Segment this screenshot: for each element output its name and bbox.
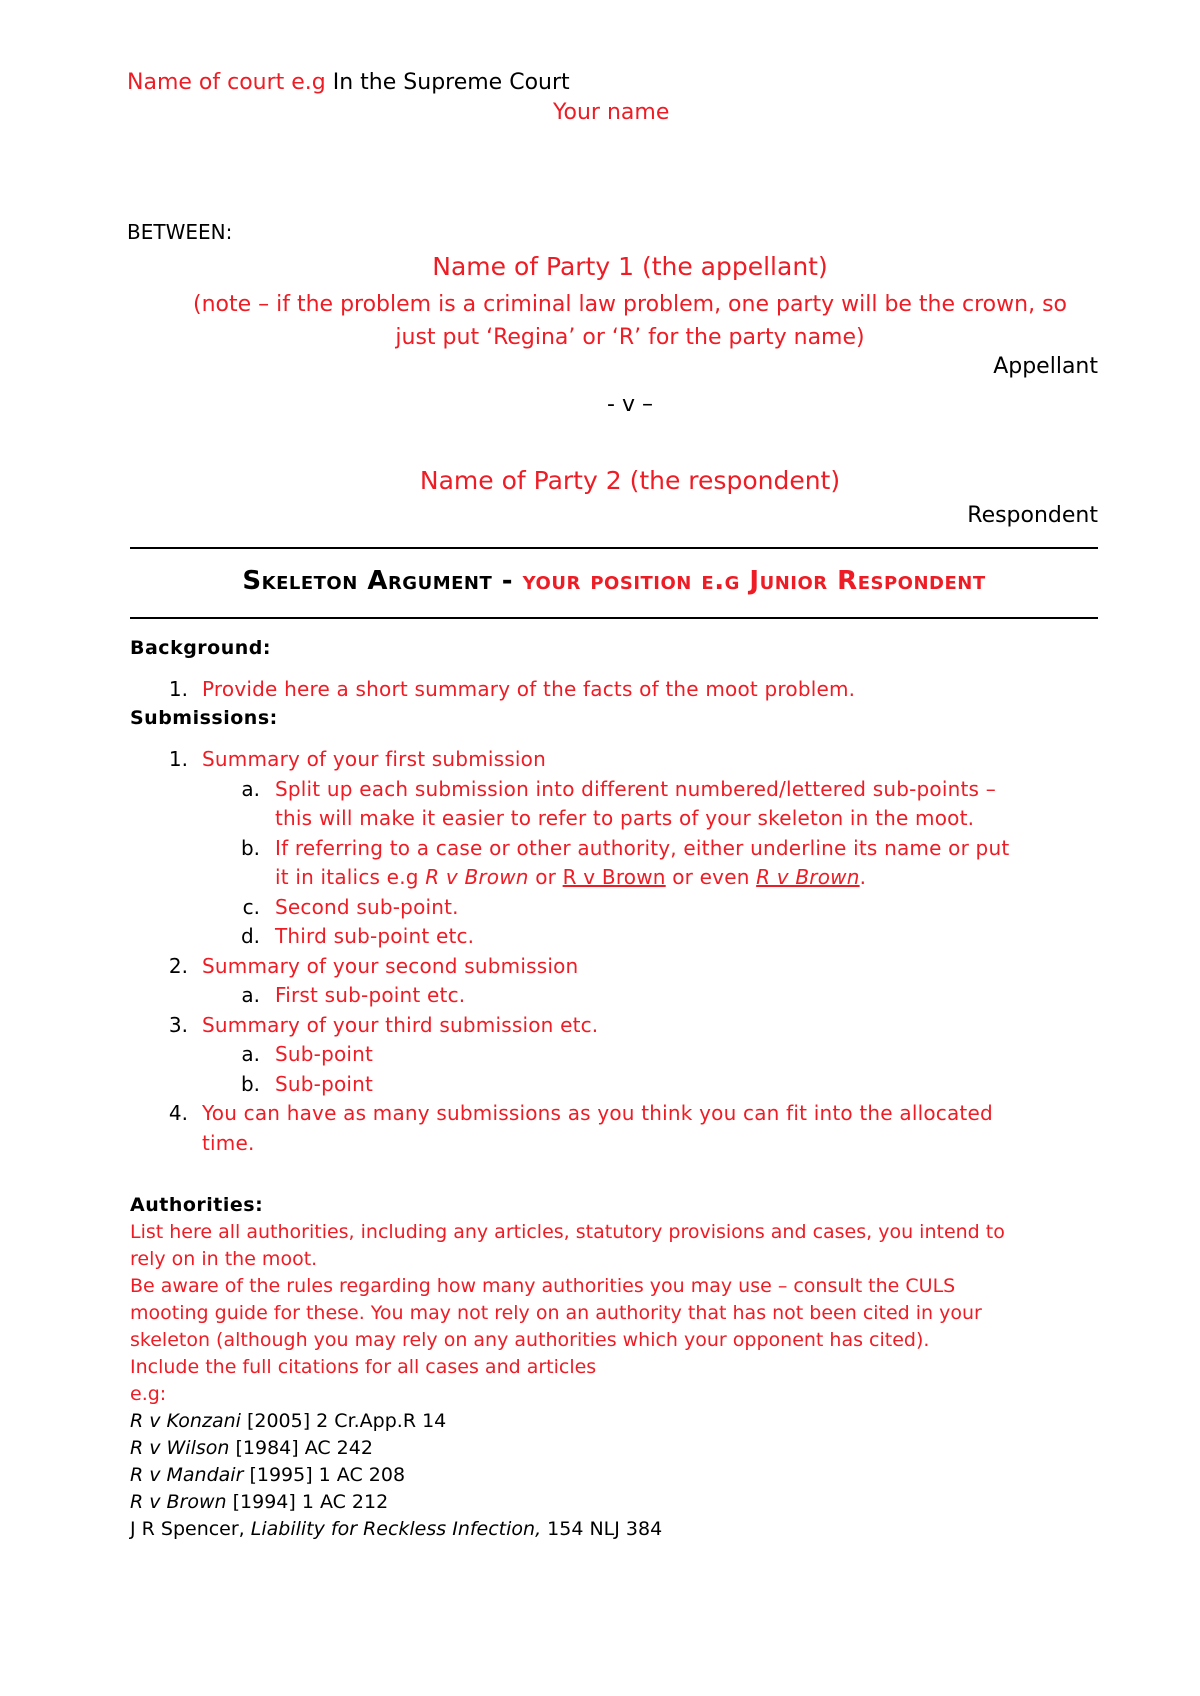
submission-1d: Third sub-point etc. [275,924,475,948]
submission-3a: Sub-point [275,1042,374,1066]
list-letter: a. [241,1042,260,1066]
authorities-note: List here all authorities, including any articles, statutory provisions and cases, you intend to [130,1221,1005,1243]
document-title [130,566,1098,596]
party-note [130,288,1130,354]
divider-bottom [130,617,1098,619]
authorities-note: rely on in the moot. [130,1248,318,1270]
authorities-note: Include the full citations for all cases and articles [130,1356,597,1378]
title-main: Skeleton Argument - [242,566,523,596]
submission-1c: Second sub-point. [275,895,459,919]
submission-1b-line2 [275,865,866,889]
court-line [127,70,570,95]
title-position: your position e.g Junior Respondent [522,566,986,596]
submission-1b-line1: If referring to a case or other authority, either underline its name or put [275,836,1010,860]
versus-label: - v – [607,392,653,417]
sentence-period: . [859,865,867,889]
list-number: 4. [168,1101,188,1125]
authorities-note: mooting guide for these. You may not rely on an authority that has not been cited in your [130,1302,982,1324]
case-citation: [1984] AC 242 [229,1437,373,1459]
submission-4-line1: You can have as many submissions as you think you can fit into the allocated [202,1101,993,1125]
authority-case [130,1437,373,1459]
submission-1b-prefix: it in italics e.g [275,865,426,889]
appellant-label: Appellant [993,354,1098,379]
divider-top [130,547,1098,549]
submission-4-line2: time. [202,1131,255,1155]
connector-or: or [528,865,563,889]
authorities-note: Be aware of the rules regarding how many authorities you may use – consult the CULS [130,1275,956,1297]
submission-2: Summary of your second submission [202,954,579,978]
authority-case [130,1491,388,1513]
case-italic-example: R v Brown [425,865,529,889]
case-citation: [1994] 1 AC 212 [226,1491,389,1513]
case-both-example: R v Brown [756,865,860,889]
case-name: R v Wilson [130,1437,230,1459]
list-letter: a. [241,983,260,1007]
list-number: 1. [168,677,188,701]
submission-3: Summary of your third submission etc. [202,1013,599,1037]
background-item: Provide here a short summary of the facts of the moot problem. [202,677,856,701]
article-citation: 154 NLJ 384 [541,1518,663,1540]
submission-1a-line2: this will make it easier to refer to parts of your skeleton in the moot. [275,806,975,830]
respondent-label: Respondent [967,503,1098,528]
party1-name: Name of Party 1 (the appellant) [432,252,828,281]
list-letter: b. [240,1072,260,1096]
court-name: In the Supreme Court [325,70,570,95]
background-heading: Background: [130,637,271,659]
authority-case [130,1410,446,1432]
submission-2a: First sub-point etc. [275,983,466,1007]
party-note-line2: just put ‘Regina’ or ‘R’ for the party name) [395,325,865,350]
authorities-heading: Authorities: [130,1194,264,1216]
your-name: Your name [553,100,670,125]
between-label: BETWEEN: [127,220,233,244]
submission-1a-line1: Split up each submission into different numbered/lettered sub-points – [275,777,996,801]
court-label: Name of court e.g [127,70,326,95]
case-name: R v Brown [130,1491,227,1513]
submission-1: Summary of your first submission [202,747,546,771]
list-number: 1. [168,747,188,771]
case-name: R v Mandair [130,1464,244,1486]
case-underline-example: R v Brown [562,865,666,889]
article-author: J R Spencer, [130,1518,251,1540]
submissions-heading: Submissions: [130,707,278,729]
list-letter: c. [242,895,260,919]
case-citation: [1995] 1 AC 208 [243,1464,406,1486]
list-letter: a. [241,777,260,801]
list-number: 3. [168,1013,188,1037]
authorities-note: skeleton (although you may rely on any authorities which your opponent has cited). [130,1329,930,1351]
authority-article [130,1518,662,1540]
case-name: R v Konzani [130,1410,241,1432]
submission-3b: Sub-point [275,1072,374,1096]
authority-case [130,1464,405,1486]
article-title: Liability for Reckless Infection, [250,1518,542,1540]
party2-name: Name of Party 2 (the respondent) [419,466,841,495]
party-note-line1: (note – if the problem is a criminal law problem, one party will be the crown, so [192,292,1067,317]
list-letter: b. [240,836,260,860]
connector-or-even: or even [665,865,757,889]
case-citation: [2005] 2 Cr.App.R 14 [240,1410,447,1432]
list-letter: d. [240,924,260,948]
authorities-note: e.g: [130,1383,167,1405]
list-number: 2. [168,954,188,978]
